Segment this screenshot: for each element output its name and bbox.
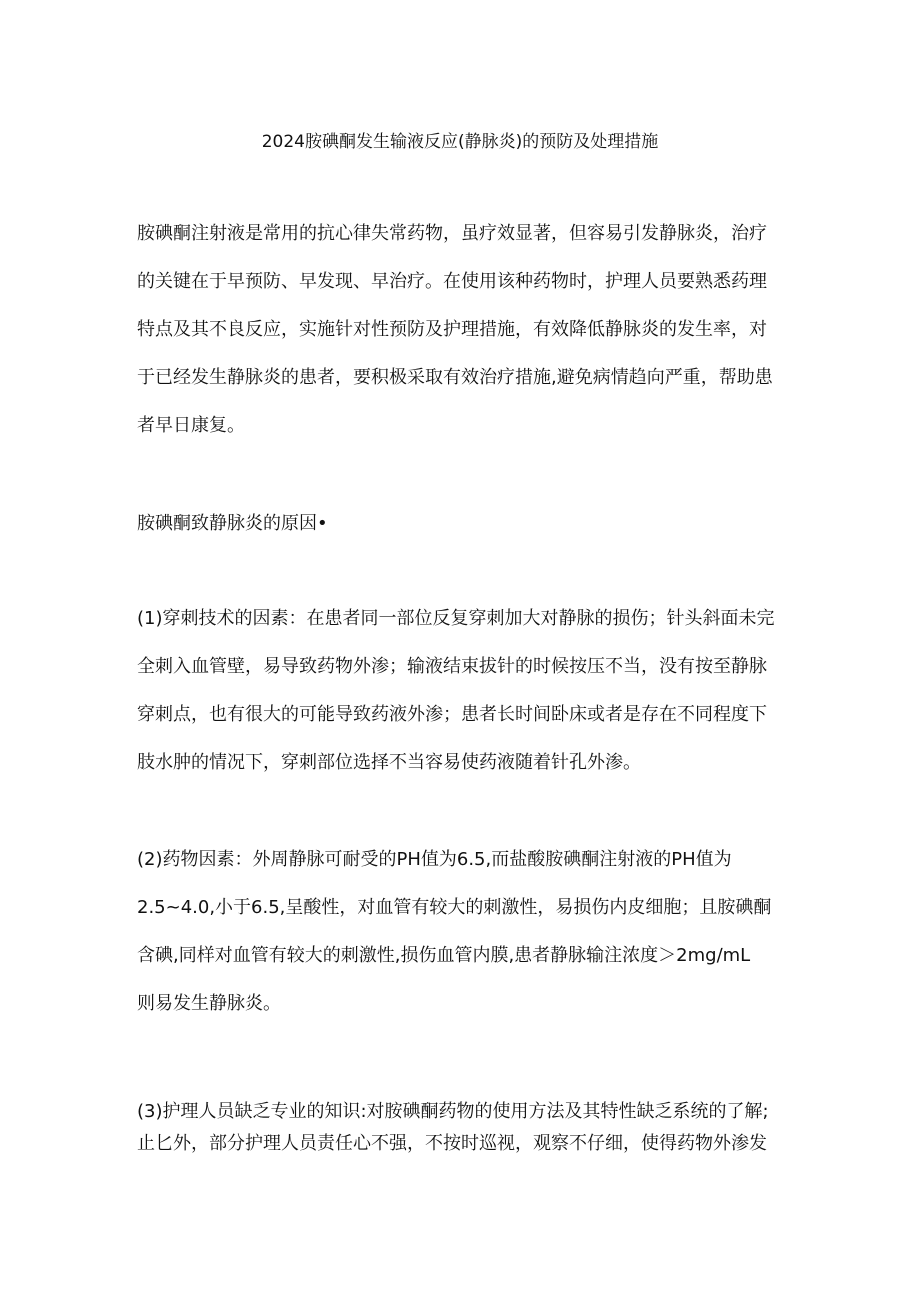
intro-line-2: 的关键在于早预防、早发现、早治疗。在使用该种药物时，护理人员要熟悉药理 (137, 271, 767, 292)
intro-line-3: 特点及其不良反应，实施针对性预防及护理措施，有效降低静脉炎的发生率，对 (137, 319, 767, 340)
cause3-line-2: 止匕外，部分护理人员责任心不强，不按时巡视，观察不仔细，使得药物外渗发 (137, 1133, 767, 1154)
cause1-line-1: (1)穿刺技术的因素：在患者同一部位反复穿刺加大对静脉的损伤；针头斜面未完 (137, 608, 775, 629)
document-title: 2024胺碘酮发生输液反应(静脉炎)的预防及处理措施 (261, 132, 659, 152)
cause2-line-3: 含碘,同样对血管有较大的刺激性,损伤血管内膜,患者静脉输注浓度＞2mg∕mL (137, 945, 751, 966)
intro-line-1: 胺碘酮注射液是常用的抗心律失常药物，虽疗效显著，但容易引发静脉炎，治疗 (137, 223, 767, 244)
section-heading: 胺碘酮致静脉炎的原因• (137, 513, 328, 534)
cause2-line-4: 则易发生静脉炎。 (137, 993, 281, 1014)
cause1-line-3: 穿刺点，也有很大的可能导致药液外渗；患者长时间卧床或者是存在不同程度下 (137, 704, 767, 725)
intro-line-5: 者早日康复。 (137, 415, 245, 436)
cause2-line-1: (2)药物因素：外周静脉可耐受的PH值为6.5,而盐酸胺碘酮注射液的PH值为 (137, 849, 732, 870)
cause2-line-2: 2.5~4.0,小于6.5,呈酸性，对血管有较大的刺激性，易损伤内皮细胞；且胺碘酮 (137, 897, 772, 918)
cause3-line-1: (3)护理人员缺乏专业的知识:对胺碘酮药物的使用方法及其特性缺乏系统的了解; (137, 1101, 769, 1122)
cause1-line-2: 全刺入血管壁，易导致药物外渗；输液结束拔针的时候按压不当，没有按至静脉 (137, 656, 767, 677)
cause1-line-4: 肢水肿的情况下，穿刺部位选择不当容易使药液随着针孔外渗。 (137, 752, 641, 773)
intro-line-4: 于已经发生静脉炎的患者，要积极采取有效治疗措施,避免病情趋向严重，帮助患 (137, 367, 773, 388)
